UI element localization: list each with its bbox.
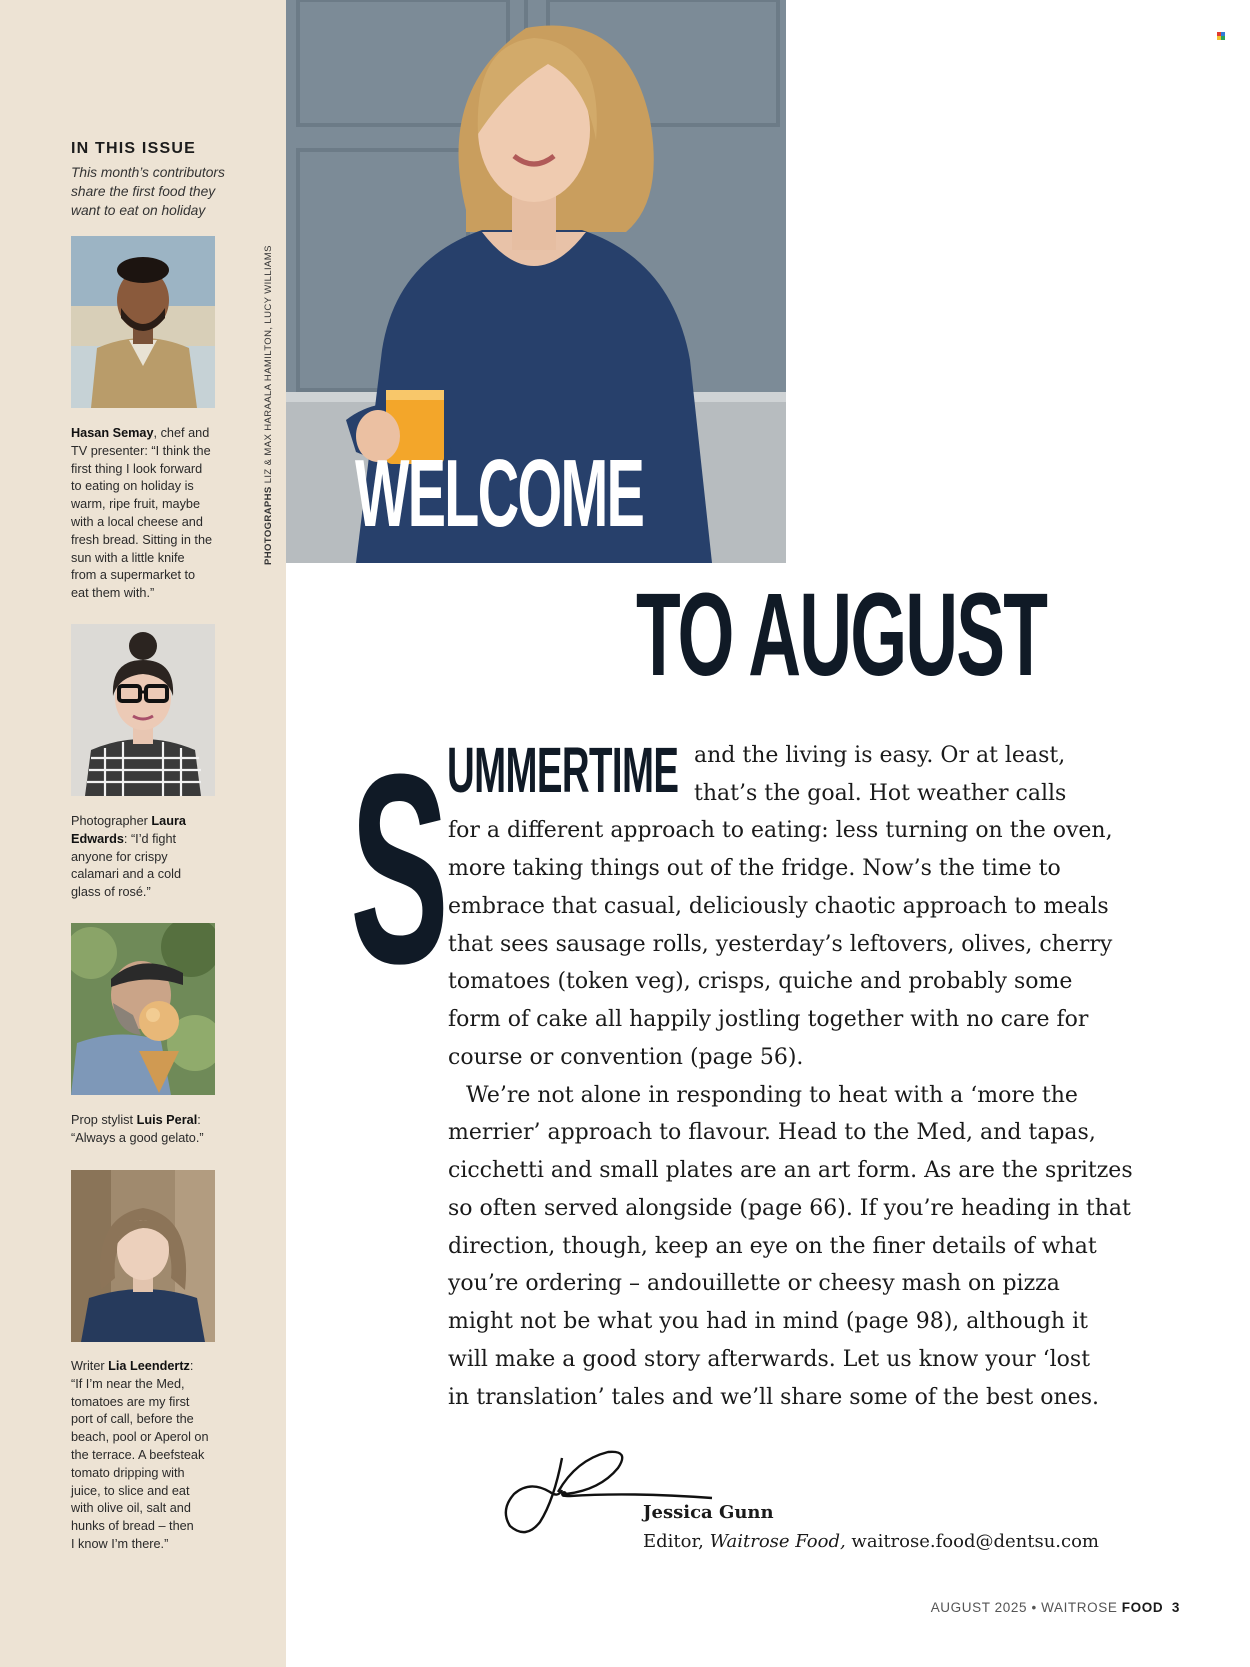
body-line: for a different approach to eating: less turning on the oven, [448, 818, 1113, 843]
contributor-photo-laura-edwards [71, 624, 215, 796]
contributor-photo-luis-peral [71, 923, 215, 1095]
body-line: might not be what you had in mind (page 98), although it [448, 1309, 1088, 1334]
folio-brand: FOOD [1121, 1600, 1164, 1615]
contributor-quote-line: sun with a little knife [71, 550, 185, 565]
folio-issue: AUGUST 2025 • WAITROSE [930, 1600, 1122, 1615]
body-line: merrier’ approach to flavour. Head to the Med, and tapas, [448, 1120, 1096, 1145]
contributors-sidebar [0, 0, 286, 1667]
contributor-quote-line: from a supermarket to [71, 568, 196, 583]
contributor-quote-line: the terrace. A beefsteak [71, 1447, 205, 1462]
body-line: cicchetti and small plates are an art form. As are the spritzes [448, 1158, 1133, 1183]
photo-credit [263, 245, 274, 565]
page-number: 3 [1171, 1600, 1180, 1615]
contributor-quote-line: tomatoes are my first [71, 1394, 190, 1409]
sidebar-intro-line: This month’s contributors [71, 165, 225, 180]
body-line: more taking things out of the fridge. Now’s the time to [448, 856, 1061, 881]
contributor-role: Prop stylist [71, 1113, 137, 1127]
contributor-name: Edwards [71, 831, 124, 846]
body-line: that’s the goal. Hot weather calls [694, 781, 1067, 806]
headline-welcome: WELCOME [355, 440, 644, 547]
contributor-photo-hasan-semay [71, 236, 215, 408]
sidebar-heading: IN THIS ISSUE [71, 140, 196, 157]
contributor-quote-line: with olive oil, salt and [71, 1501, 191, 1516]
body-line: you’re ordering – andouillette or cheesy mash on pizza [448, 1271, 1060, 1296]
drop-cap: S [350, 719, 450, 1020]
contributor-quote-line: fresh bread. Sitting in the [71, 532, 213, 547]
contributor-name: Lia Leendertz [108, 1359, 190, 1373]
body-line: direction, though, keep an eye on the finer details of what [448, 1234, 1097, 1259]
contributor-quote-luis-peral [71, 1112, 219, 1148]
body-line: tomatoes (token veg), crisps, quiche and probably some [448, 969, 1073, 994]
editor-name: Jessica Gunn [643, 1502, 774, 1523]
contributor-name: Luis Peral [136, 1113, 198, 1127]
contributor-quote-line: calamari and a cold [71, 867, 182, 882]
photo-credit-label: PHOTOGRAPHS [263, 486, 274, 565]
contributor-quote-line: with a local cheese and [71, 514, 203, 529]
editor-title [643, 1531, 1099, 1552]
editor-role: Editor, [643, 1531, 710, 1552]
contributor-quote-lia-leendertz [71, 1358, 219, 1554]
body-line: We’re not alone in responding to heat with a ‘more the [466, 1083, 1078, 1108]
contributor-quote-line: first thing I look forward [71, 461, 203, 476]
contributor-quote-line: : “I’d fight [123, 831, 177, 846]
contributor-name: Laura [151, 814, 186, 828]
contributor-quote-line: glass of rosé.” [71, 885, 151, 900]
sidebar-intro-line: share the first food they [71, 184, 216, 199]
editor-signature [500, 1440, 720, 1540]
contributor-role: Photographer [71, 814, 152, 828]
contributor-quote-line: to eating on holiday is [71, 479, 194, 494]
contributor-quote-line: I know I’m there.” [71, 1536, 169, 1551]
contributor-name: Hasan Semay [71, 426, 154, 440]
contributor-quote-line: juice, to slice and eat [71, 1483, 190, 1498]
body-line: course or convention (page 56). [448, 1045, 804, 1070]
contributor-quote-line: “If I’m near the Med, [71, 1376, 185, 1391]
body-line: so often served alongside (page 66). If you’re heading in that [448, 1196, 1131, 1221]
headline-to-august: TO AUGUST [636, 569, 1047, 701]
sidebar-intro [71, 163, 251, 220]
contributor-quote-line: : [197, 1113, 201, 1127]
body-line: that sees sausage rolls, yesterday’s leftovers, olives, cherry [448, 932, 1113, 957]
contributor-quote-laura-edwards [71, 813, 219, 902]
print-registration-mark [1217, 32, 1225, 40]
contributor-quote-line: port of call, before the [71, 1412, 194, 1427]
body-line: embrace that casual, deliciously chaotic approach to meals [448, 894, 1109, 919]
contributor-role: Writer [71, 1359, 109, 1373]
contributor-photo-lia-leendertz [71, 1170, 215, 1342]
contributor-quote-line: , chef and [153, 426, 210, 440]
editor-email: waitrose.food@dentsu.com [845, 1531, 1100, 1552]
lead-word: UMMERTIME [447, 734, 679, 806]
contributor-quote-line: tomato dripping with [71, 1465, 185, 1480]
body-line: and the living is easy. Or at least, [694, 743, 1066, 768]
body-line: form of cake all happily jostling together with no care for [448, 1007, 1089, 1032]
contributor-quote-line: anyone for crispy [71, 849, 168, 864]
photo-credit-names: LIZ & MAX HARAALA HAMILTON, LUCY WILLIAMS [263, 245, 274, 487]
contributor-quote-line: beach, pool or Aperol on [71, 1430, 209, 1445]
body-line: will make a good story afterwards. Let us know your ‘lost [448, 1347, 1091, 1372]
contributor-quote-line: : [189, 1359, 194, 1373]
contributor-quote-line: “Always a good gelato.” [71, 1130, 204, 1145]
contributor-quote-line: warm, ripe fruit, maybe [71, 497, 201, 512]
page-folio [931, 1600, 1180, 1615]
sidebar-intro-line: want to eat on holiday [71, 203, 206, 218]
contributor-quote-hasan-semay [71, 425, 219, 603]
publication-name: Waitrose Food, [709, 1531, 846, 1552]
contributor-quote-line: hunks of bread – then [71, 1519, 194, 1534]
contributor-quote-line: TV presenter: “I think the [71, 443, 211, 458]
body-line: in translation’ tales and we’ll share some of the best ones. [448, 1385, 1099, 1410]
contributor-quote-line: eat them with.” [71, 586, 155, 601]
